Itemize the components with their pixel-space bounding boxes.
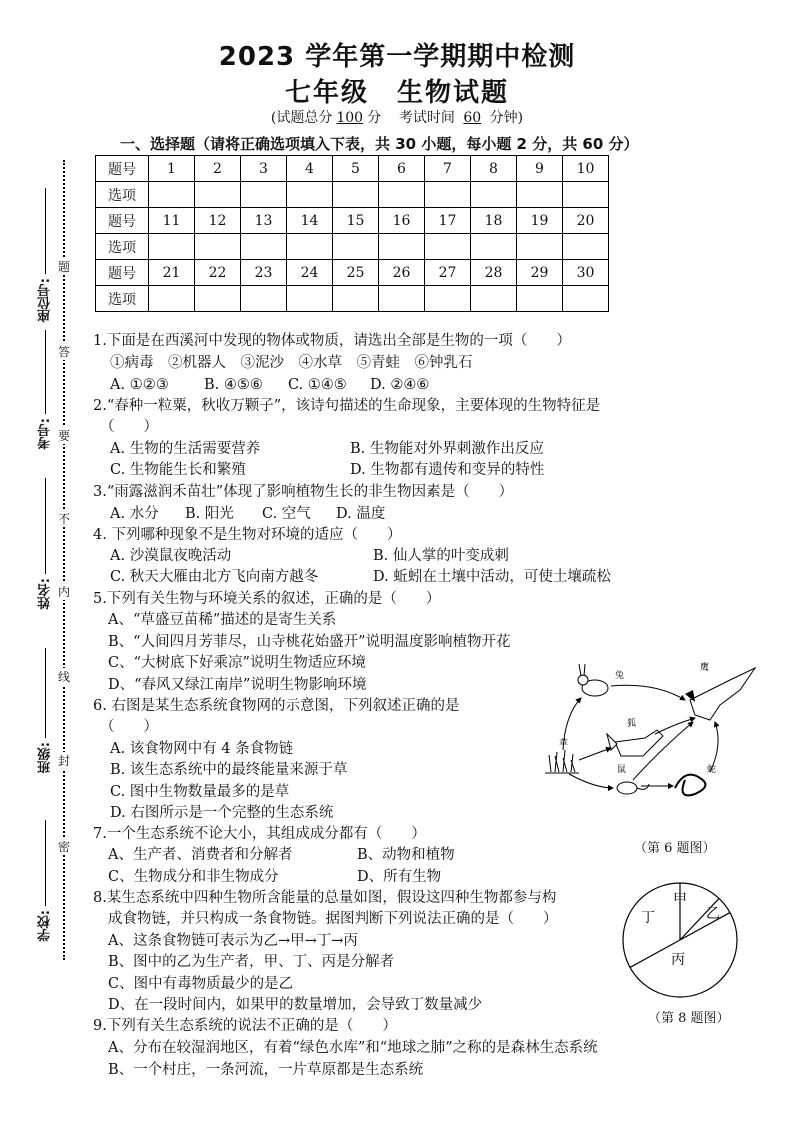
time-label: 考试时间 <box>398 110 455 126</box>
pie-label-yi: 乙 <box>706 906 720 922</box>
question-8-stem-line2: 成食物链，并只构成一条食物链。据图判断下列说法正确的是（ ） <box>108 911 558 927</box>
answer-cell[interactable] <box>425 286 471 312</box>
question-1-stem: 1.下面是在西溪河中发现的物体或物质，请选出全部是生物的一项（ ） <box>93 333 571 349</box>
question-7-option-d: D、所有生物 <box>357 869 442 885</box>
answer-cell[interactable] <box>241 182 287 208</box>
row-label: 题号 <box>96 208 149 234</box>
pie-label-bing: 丙 <box>671 952 685 968</box>
question-5-option-b: B、“人间四月芳菲尽，山寺桃花始盛开”说明温度影响植物开花 <box>108 634 511 650</box>
question-3-stem: 3.“雨露滋润禾苗壮”体现了影响植物生长的非生物因素是（ ） <box>93 484 514 500</box>
binding-char: 题 <box>58 260 71 274</box>
row-label: 题号 <box>96 156 149 182</box>
table-row <box>96 208 609 234</box>
question-2-option-b: B. 生物能对外界刺激作出反应 <box>350 441 544 457</box>
answer-cell[interactable] <box>517 286 563 312</box>
question-number: 21 <box>149 260 195 286</box>
answer-cell[interactable] <box>333 234 379 260</box>
answer-cell[interactable] <box>195 286 241 312</box>
question-1-option-d: D. ②④⑥ <box>370 377 430 393</box>
answer-cell[interactable] <box>379 234 425 260</box>
total-value: 100 <box>336 110 364 126</box>
question-1-items: ①病毒 ②机器人 ③泥沙 ④水草 ⑤青蛙 ⑥钟乳石 <box>110 355 473 371</box>
question-number: 29 <box>517 260 563 286</box>
answer-cell[interactable] <box>287 182 333 208</box>
fox-label: 狐 <box>627 719 637 729</box>
question-number: 16 <box>379 208 425 234</box>
question-number: 17 <box>425 208 471 234</box>
question-number: 4 <box>287 156 333 182</box>
table-row <box>96 234 609 260</box>
binding-char: 线 <box>58 670 71 684</box>
answer-table <box>95 155 609 312</box>
class-label: 班级: <box>38 742 53 774</box>
question-9-option-b: B、一个村庄，一条河流，一片草原都是生态系统 <box>108 1062 424 1078</box>
answer-cell[interactable] <box>425 234 471 260</box>
question-7-option-b: B、动物和植物 <box>357 847 455 863</box>
question-number: 18 <box>471 208 517 234</box>
table-row <box>96 156 609 182</box>
exam-title: 2023 学年第一学期期中检测 <box>218 42 576 72</box>
question-5-option-a: A、“草盛豆苗稀”描述的是寄生关系 <box>108 612 337 628</box>
answer-cell[interactable] <box>149 182 195 208</box>
answer-cell[interactable] <box>195 234 241 260</box>
exam-meta <box>0 107 794 127</box>
binding-char: 封 <box>58 754 71 768</box>
question-8-option-b: B、图中的乙为生产者，甲、丁、丙是分解者 <box>108 954 395 970</box>
question-5-option-c: C、“大树底下好乘凉”说明生物适应环境 <box>108 655 366 671</box>
rabbit-label: 兔 <box>615 671 625 681</box>
question-2-stem: 2.“春种一粒粟，秋收万颗子”，该诗句描述的生命现象，主要体现的生物特征是 <box>93 398 601 414</box>
question-9-option-a: A、分布在较湿润地区，有着“绿色水库”和“地球之肺”之称的是森林生态系统 <box>108 1040 598 1056</box>
seat-number-blank[interactable] <box>45 188 46 274</box>
figure-6-caption: （第 6 题图） <box>634 841 716 856</box>
question-number: 12 <box>195 208 241 234</box>
question-number: 1 <box>149 156 195 182</box>
question-3-option-b: B. 阳光 <box>185 506 234 522</box>
grass-label: 草 <box>559 739 569 749</box>
question-1-option-b: B. ④⑤⑥ <box>204 377 263 393</box>
binding-char: 内 <box>58 585 71 599</box>
question-number: 10 <box>563 156 609 182</box>
answer-cell[interactable] <box>563 286 609 312</box>
question-6-blank: （ ） <box>100 719 158 735</box>
question-2-blank: （ ） <box>100 419 158 435</box>
question-5-stem: 5.下列有关生物与环境关系的叙述，正确的是（ ） <box>93 591 441 607</box>
answer-cell[interactable] <box>149 286 195 312</box>
answer-cell[interactable] <box>287 286 333 312</box>
exam-number-label: 考号: <box>38 418 53 450</box>
question-2-option-c: C. 生物能生长和繁殖 <box>110 462 246 478</box>
answer-cell[interactable] <box>333 182 379 208</box>
row-label: 选项 <box>96 182 149 208</box>
question-number: 27 <box>425 260 471 286</box>
question-8-option-d: D、在一段时间内，如果甲的数量增加，会导致丁数量减少 <box>108 997 483 1013</box>
question-number: 9 <box>517 156 563 182</box>
eagle-label: 鹰 <box>700 663 710 673</box>
question-3-option-d: D. 温度 <box>336 506 386 522</box>
answer-cell[interactable] <box>149 234 195 260</box>
answer-cell[interactable] <box>471 234 517 260</box>
answer-cell[interactable] <box>517 182 563 208</box>
answer-cell[interactable] <box>379 286 425 312</box>
question-1-option-c: C. ①④⑤ <box>288 377 347 393</box>
question-4-stem: 4. 下列哪种现象不是生物对环境的适应（ ） <box>93 527 402 543</box>
question-6-option-b: B. 该生态系统中的最终能量来源于草 <box>110 762 348 778</box>
question-number: 19 <box>517 208 563 234</box>
question-2-option-d: D. 生物都有遗传和变异的特性 <box>350 462 545 478</box>
answer-cell[interactable] <box>195 182 241 208</box>
answer-cell[interactable] <box>563 234 609 260</box>
question-6-stem: 6. 右图是某生态系统食物网的示意图，下列叙述正确的是 <box>93 698 460 714</box>
answer-cell[interactable] <box>563 182 609 208</box>
question-number: 26 <box>379 260 425 286</box>
binding-char: 答 <box>58 345 71 359</box>
question-6-option-c: C. 图中生物数量最多的是草 <box>110 784 290 800</box>
answer-cell[interactable] <box>241 286 287 312</box>
class-blank[interactable] <box>45 648 46 738</box>
question-number: 28 <box>471 260 517 286</box>
answer-cell[interactable] <box>471 182 517 208</box>
row-label: 选项 <box>96 286 149 312</box>
answer-cell[interactable] <box>333 286 379 312</box>
total-label: (试题总分 <box>270 110 333 126</box>
question-7-stem: 7.一个生态系统不论大小，其组成成分都有（ ） <box>93 826 426 842</box>
name-blank[interactable] <box>45 478 46 574</box>
figure-8-caption: （第 8 题图） <box>648 1011 730 1026</box>
question-2-option-a: A. 生物的生活需要营养 <box>110 441 261 457</box>
binding-char: 要 <box>58 429 71 443</box>
exam-subtitle: 七年级 生物试题 <box>284 78 509 108</box>
question-number: 23 <box>241 260 287 286</box>
question-4-option-a: A. 沙漠鼠夜晚活动 <box>110 548 232 564</box>
school-label: 学校: <box>38 910 53 942</box>
time-unit: 分钟) <box>489 110 524 126</box>
binding-char: 不 <box>58 512 71 526</box>
question-9-stem: 9.下列有关生态系统的说法不正确的是（ ） <box>93 1018 397 1034</box>
question-1-option-a: A. ①②③ <box>110 377 169 393</box>
question-number: 24 <box>287 260 333 286</box>
answer-cell[interactable] <box>379 182 425 208</box>
question-number: 5 <box>333 156 379 182</box>
question-4-option-b: B. 仙人掌的叶变成刺 <box>373 548 509 564</box>
question-number: 11 <box>149 208 195 234</box>
question-6-option-a: A. 该食物网中有 4 条食物链 <box>110 741 294 757</box>
rabbit-icon <box>578 664 608 696</box>
school-blank[interactable] <box>45 820 46 906</box>
mouse-label: 鼠 <box>617 765 627 775</box>
question-7-option-a: A、生产者、消费者和分解者 <box>108 847 293 863</box>
question-number: 6 <box>379 156 425 182</box>
question-number: 30 <box>563 260 609 286</box>
section-heading: 一、选择题（请将正确选项填入下表，共 30 小题，每小题 2 分，共 60 分） <box>120 135 639 153</box>
answer-cell[interactable] <box>471 286 517 312</box>
table-row <box>96 286 609 312</box>
time-value: 60 <box>463 110 482 126</box>
table-row <box>96 182 609 208</box>
answer-cell[interactable] <box>287 234 333 260</box>
energy-pie-chart <box>620 880 740 1000</box>
question-number: 8 <box>471 156 517 182</box>
binding-char: 密 <box>58 840 71 854</box>
question-7-option-c: C、生物成分和非生物成分 <box>108 869 279 885</box>
answer-cell[interactable] <box>517 234 563 260</box>
table-row <box>96 260 609 286</box>
question-number: 22 <box>195 260 241 286</box>
question-8-stem: 8.某生态系统中四种生物所含能量的总量如图，假设这四种生物都参与构 <box>93 890 557 906</box>
pie-label-ding: 丁 <box>641 910 655 926</box>
question-number: 25 <box>333 260 379 286</box>
question-number: 15 <box>333 208 379 234</box>
pie-label-jia: 甲 <box>673 892 687 908</box>
question-number: 13 <box>241 208 287 234</box>
question-number: 2 <box>195 156 241 182</box>
name-label: 姓名: <box>38 578 53 610</box>
total-unit: 分 <box>367 110 382 126</box>
snake-label: 蛇 <box>707 765 717 775</box>
grass-icon <box>545 750 579 773</box>
row-label: 选项 <box>96 234 149 260</box>
question-number: 20 <box>563 208 609 234</box>
exam-number-blank[interactable] <box>45 330 46 414</box>
question-3-option-a: A. 水分 <box>110 506 159 522</box>
question-3-option-c: C. 空气 <box>262 506 311 522</box>
answer-cell[interactable] <box>241 234 287 260</box>
question-6-option-d: D. 右图所示是一个完整的生态系统 <box>110 805 334 821</box>
seat-number-label: 座位号: <box>38 278 53 323</box>
answer-cell[interactable] <box>425 182 471 208</box>
eagle-icon <box>685 668 755 720</box>
question-8-option-a: A、这条食物链可表示为乙→甲→丁→丙 <box>108 933 358 949</box>
mouse-icon <box>617 782 649 794</box>
question-4-option-d: D. 蚯蚓在土壤中活动，可使土壤疏松 <box>373 569 611 585</box>
fox-icon <box>607 730 663 756</box>
food-web-figure <box>545 660 765 812</box>
row-label: 题号 <box>96 260 149 286</box>
question-4-option-c: C. 秋天大雁由北方飞向南方越冬 <box>110 569 319 585</box>
question-8-option-c: C、图中有毒物质最少的是乙 <box>108 976 294 992</box>
question-5-option-d: D、“春风又绿江南岸”说明生物影响环境 <box>108 677 367 693</box>
question-number: 7 <box>425 156 471 182</box>
question-number: 14 <box>287 208 333 234</box>
snake-icon <box>675 775 705 796</box>
question-number: 3 <box>241 156 287 182</box>
